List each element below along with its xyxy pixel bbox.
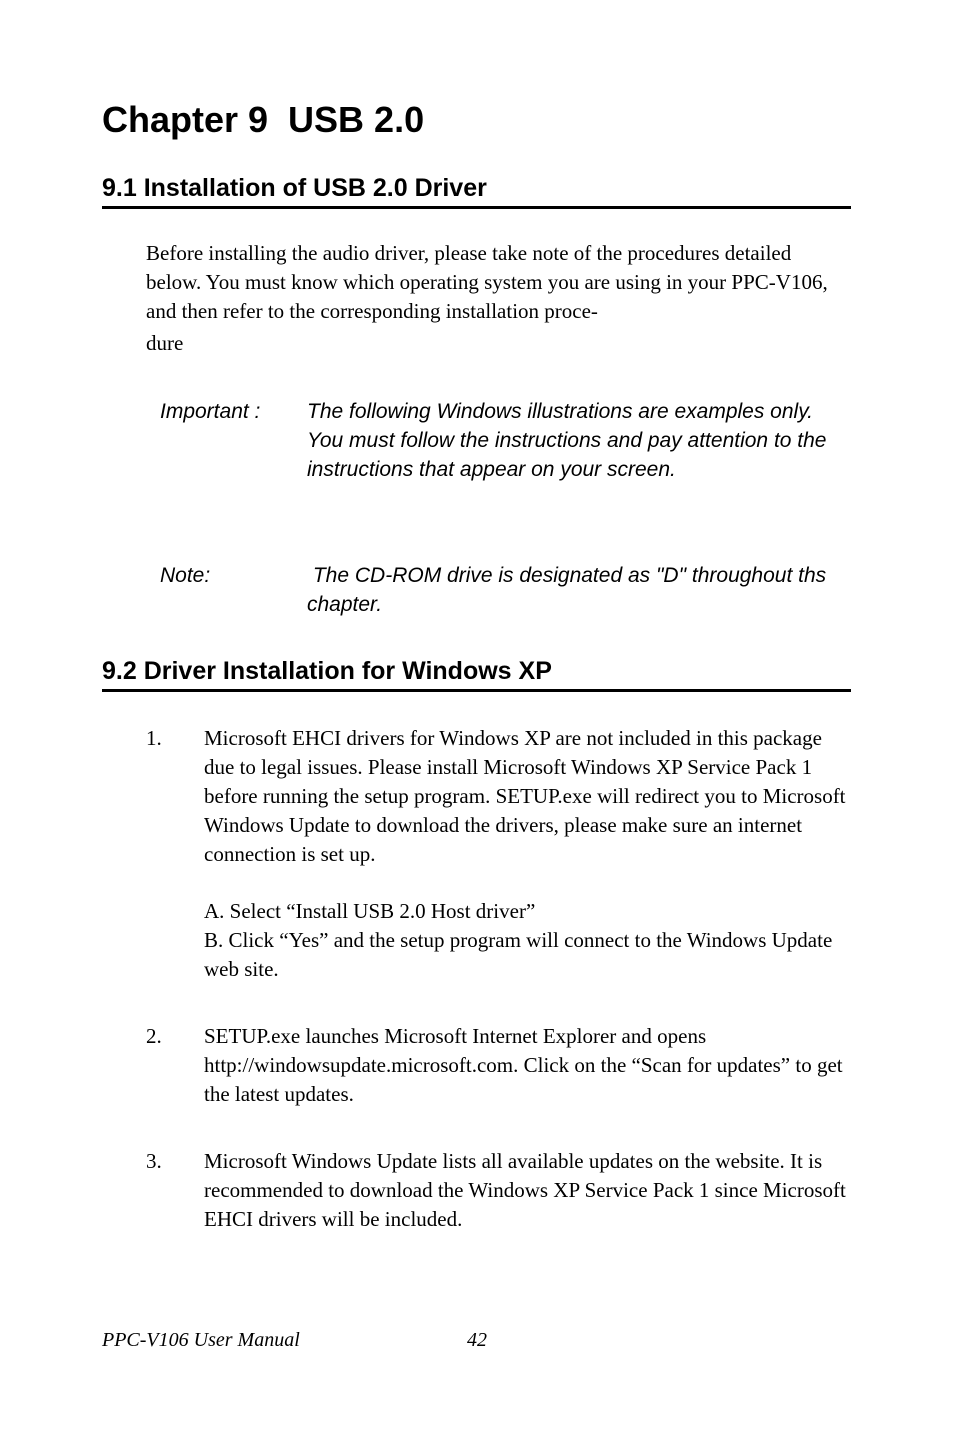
step-number: 1.: [146, 726, 162, 750]
important-text: The following Windows illustrations are examples only. You must follow the instructions and pay attention to the instructions that appear on your screen.: [307, 400, 827, 481]
substep-a: A. Select “Install USB 2.0 Host driver”: [204, 899, 536, 923]
step-number: 3.: [146, 1149, 162, 1173]
note-text: The CD-ROM drive is designated as "D" throughout ths chapter.: [307, 564, 832, 616]
step-text: SETUP.exe launches Microsoft Internet Explorer and opens http://windowsupdate.microsoft.com. Click on the “Scan for updates” to get the latest updates.: [204, 1024, 843, 1106]
section-title-installation: 9.1 Installation of USB 2.0 Driver: [102, 172, 851, 209]
chapter-title: Chapter 9 USB 2.0: [102, 99, 425, 140]
intro-paragraph: [146, 239, 851, 358]
step-number: 2.: [146, 1024, 162, 1048]
important-label: Important :: [160, 400, 261, 423]
section-title-windows-xp: 9.2 Driver Installation for Windows XP: [102, 655, 851, 692]
step-text: Microsoft EHCI drivers for Windows XP are not included in this package due to legal issues. Please install Microsoft Windows XP Service Pack 1 before running the setup program. SETUP.exe will redirect you to Microsoft Windows Update to download the drivers, please make sure an internet connection is set up.: [204, 726, 846, 866]
intro-text: Before installing the audio driver, please take note of the procedures detailed below. You must know which operating system you are using in your PPC-V106, and then refer to the corresponding installation proce-: [146, 241, 828, 323]
intro-text-end: dure: [146, 331, 184, 355]
step-text: Microsoft Windows Update lists all available updates on the website. It is recommended to download the Windows XP Service Pack 1 since Microsoft EHCI drivers will be included.: [204, 1149, 846, 1231]
substep-b: B. Click “Yes” and the setup program will connect to the Windows Update web site.: [204, 928, 833, 981]
step-substeps: [204, 897, 852, 984]
note-label: Note:: [160, 564, 211, 587]
footer-manual-title: PPC-V106 User Manual: [102, 1329, 300, 1351]
footer-page-number: 42: [467, 1329, 487, 1351]
